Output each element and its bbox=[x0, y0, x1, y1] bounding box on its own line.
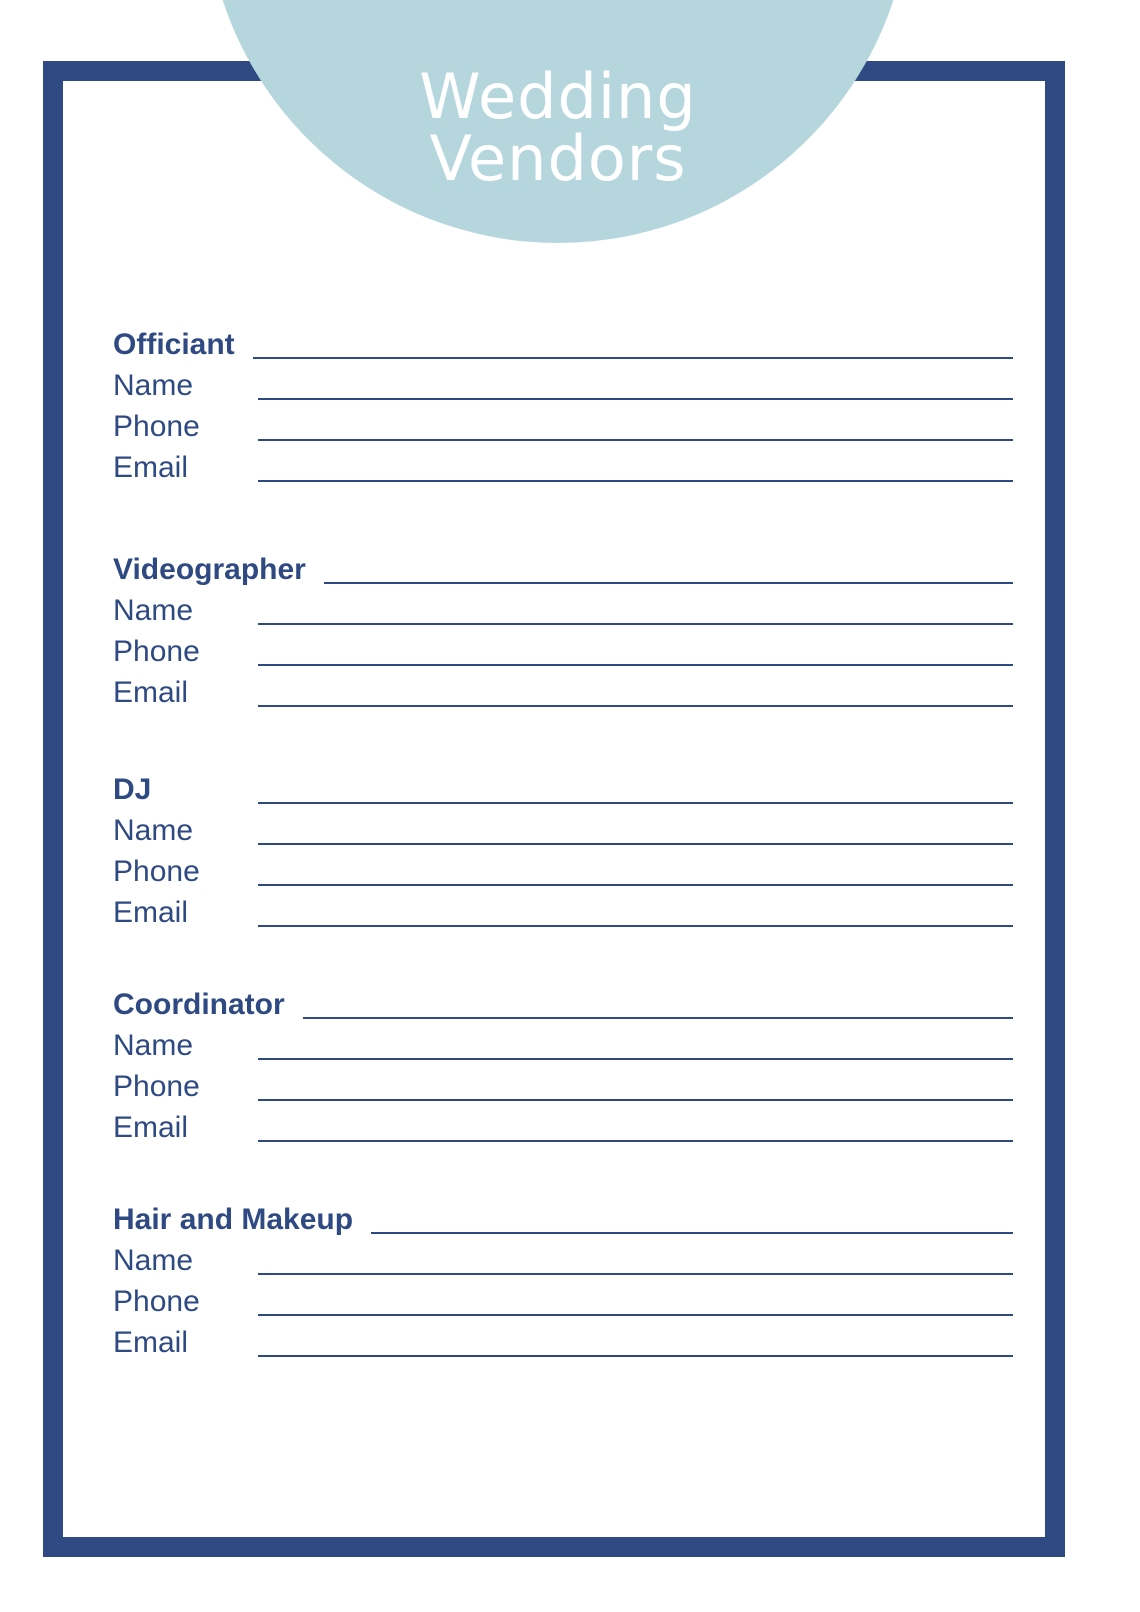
email-input-line[interactable] bbox=[258, 705, 1013, 707]
phone-label: Phone bbox=[113, 1070, 200, 1103]
phone-input-line[interactable] bbox=[258, 884, 1013, 886]
title-line-1: Wedding bbox=[419, 60, 697, 133]
section-heading: Hair and Makeup bbox=[113, 1203, 354, 1236]
section-header bbox=[113, 765, 1013, 806]
email-label: Email bbox=[113, 896, 189, 929]
section-heading: Officiant bbox=[113, 328, 235, 361]
phone-label: Phone bbox=[113, 410, 200, 443]
email-label: Email bbox=[113, 1326, 189, 1359]
email-row bbox=[113, 443, 1013, 484]
section-header bbox=[113, 545, 1013, 586]
section-officiant bbox=[113, 320, 1013, 484]
name-input-line[interactable] bbox=[258, 398, 1013, 400]
section-videographer bbox=[113, 545, 1013, 709]
section-header bbox=[113, 1195, 1013, 1236]
heading-input-line[interactable] bbox=[324, 582, 1013, 584]
section-dj bbox=[113, 765, 1013, 929]
phone-row bbox=[113, 847, 1013, 888]
section-hair-and-makeup bbox=[113, 1195, 1013, 1359]
section-header bbox=[113, 320, 1013, 361]
email-row bbox=[113, 668, 1013, 709]
heading-input-line[interactable] bbox=[371, 1232, 1013, 1234]
name-label: Name bbox=[113, 369, 194, 402]
email-input-line[interactable] bbox=[258, 480, 1013, 482]
phone-input-line[interactable] bbox=[258, 664, 1013, 666]
name-label: Name bbox=[113, 814, 194, 847]
section-heading: DJ bbox=[113, 773, 152, 806]
email-label: Email bbox=[113, 451, 189, 484]
name-row bbox=[113, 1236, 1013, 1277]
name-input-line[interactable] bbox=[258, 1273, 1013, 1275]
section-heading: Videographer bbox=[113, 553, 306, 586]
section-heading: Coordinator bbox=[113, 988, 285, 1021]
section-coordinator bbox=[113, 980, 1013, 1144]
section-header bbox=[113, 980, 1013, 1021]
heading-input-line[interactable] bbox=[253, 357, 1013, 359]
phone-label: Phone bbox=[113, 855, 200, 888]
name-input-line[interactable] bbox=[258, 843, 1013, 845]
email-row bbox=[113, 1103, 1013, 1144]
name-label: Name bbox=[113, 1244, 194, 1277]
email-input-line[interactable] bbox=[258, 1355, 1013, 1357]
page-title bbox=[205, 60, 911, 195]
name-row bbox=[113, 586, 1013, 627]
email-label: Email bbox=[113, 676, 189, 709]
name-row bbox=[113, 1021, 1013, 1062]
email-row bbox=[113, 1318, 1013, 1359]
phone-label: Phone bbox=[113, 635, 200, 668]
email-row bbox=[113, 888, 1013, 929]
email-input-line[interactable] bbox=[258, 1140, 1013, 1142]
name-label: Name bbox=[113, 1029, 194, 1062]
phone-input-line[interactable] bbox=[258, 1099, 1013, 1101]
name-input-line[interactable] bbox=[258, 623, 1013, 625]
heading-input-line[interactable] bbox=[303, 1017, 1013, 1019]
email-input-line[interactable] bbox=[258, 925, 1013, 927]
phone-row bbox=[113, 1062, 1013, 1103]
name-row bbox=[113, 361, 1013, 402]
title-line-2: Vendors bbox=[429, 122, 687, 195]
name-row bbox=[113, 806, 1013, 847]
name-label: Name bbox=[113, 594, 194, 627]
phone-input-line[interactable] bbox=[258, 439, 1013, 441]
heading-input-line[interactable] bbox=[258, 802, 1013, 804]
email-label: Email bbox=[113, 1111, 189, 1144]
phone-input-line[interactable] bbox=[258, 1314, 1013, 1316]
name-input-line[interactable] bbox=[258, 1058, 1013, 1060]
phone-row bbox=[113, 402, 1013, 443]
phone-row bbox=[113, 1277, 1013, 1318]
phone-row bbox=[113, 627, 1013, 668]
phone-label: Phone bbox=[113, 1285, 200, 1318]
